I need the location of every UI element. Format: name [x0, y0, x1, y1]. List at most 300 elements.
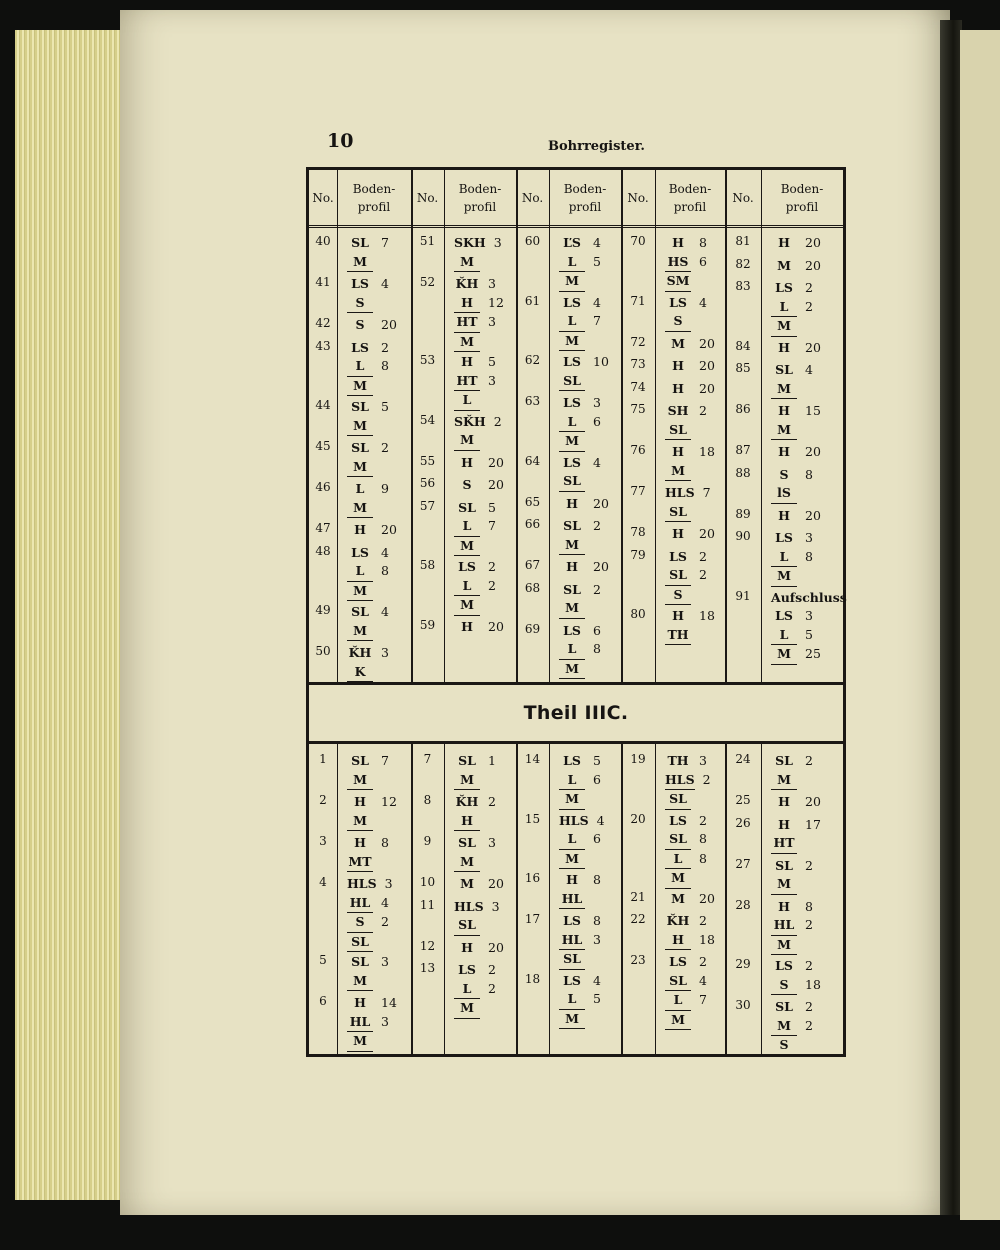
layer-code: H	[454, 812, 480, 832]
layer-code: SL	[775, 999, 793, 1014]
layer-code: M	[559, 432, 585, 452]
profile-layer	[771, 1017, 813, 1037]
profile-layer	[771, 645, 847, 665]
part2-entry-no: 18	[524, 971, 541, 986]
profile-layer	[454, 372, 496, 392]
header-profil-line: profil	[357, 200, 391, 214]
part2-entry-no: 11	[419, 897, 436, 912]
part1-entry-no: 57	[419, 498, 436, 513]
part2-entry-no: 26	[735, 815, 751, 830]
layer-depth: 18	[805, 976, 821, 992]
layer-code: H	[461, 939, 473, 955]
header-bodenprofil	[444, 171, 516, 225]
profile-layer	[347, 275, 389, 294]
layer-depth: 3	[593, 395, 601, 410]
part1-entry-no: 66	[524, 517, 541, 531]
profile-layer	[771, 998, 813, 1017]
layer-code: SL	[665, 830, 691, 850]
column-rule	[444, 170, 445, 682]
profile-layer	[771, 898, 813, 917]
profile-layer	[771, 1036, 813, 1056]
profile-layer	[771, 298, 813, 318]
profile-layer	[559, 890, 601, 910]
layer-code: LS	[458, 559, 476, 574]
layer-depth: 4	[593, 294, 601, 310]
layer-code: H	[566, 559, 578, 574]
profile-layer	[665, 972, 707, 992]
layer-code: M	[771, 875, 797, 895]
layer-code: L	[454, 980, 480, 1000]
header-profil-line: profil	[568, 200, 602, 214]
part1-bodenprofil-cell	[454, 454, 504, 473]
part2-bodenprofil-cell	[665, 752, 711, 810]
layer-depth: 20	[805, 339, 821, 355]
part1-bodenprofil-cell	[347, 544, 389, 602]
layer-code: HLS	[665, 485, 695, 500]
profile-layer	[454, 752, 496, 771]
layer-depth: 5	[381, 399, 389, 414]
layer-code: M	[771, 771, 797, 791]
part1-bodenprofil-cell	[347, 234, 389, 272]
layer-depth: 20	[488, 454, 504, 470]
column-rule	[655, 170, 656, 682]
layer-code: H	[778, 444, 790, 459]
part2-bodenprofil-cell	[347, 875, 393, 952]
profile-layer	[665, 312, 707, 332]
part1-entry-no: 70	[630, 234, 646, 248]
part1-entry-no: 86	[735, 402, 751, 416]
profile-layer	[771, 529, 813, 548]
layer-depth: 7	[699, 992, 707, 1007]
part2-entry-no: 4	[319, 875, 327, 889]
profile-layer	[771, 257, 821, 276]
part2-entry-no: 19	[630, 752, 646, 766]
part2-entry-no: 16	[524, 871, 541, 885]
layer-code: SM	[665, 272, 691, 292]
layer-depth: 8	[699, 235, 707, 250]
profile-layer	[665, 771, 711, 791]
layer-code: H	[672, 380, 684, 396]
part1-entry-no: 42	[315, 316, 331, 330]
layer-depth: 18	[699, 444, 715, 459]
part1-bodenprofil-cell	[559, 495, 609, 514]
layer-code: L	[771, 626, 797, 646]
layer-code: L	[559, 640, 585, 660]
profile-layer	[559, 294, 601, 313]
profile-layer	[347, 913, 393, 933]
layer-code: M	[559, 850, 585, 870]
layer-depth: 6	[593, 831, 601, 846]
page-number: 10	[327, 130, 354, 152]
layer-depth: 4	[593, 454, 601, 470]
layer-depth: 20	[699, 380, 715, 396]
profile-layer	[665, 869, 707, 889]
layer-depth: 6	[699, 253, 707, 269]
layer-depth: 2	[699, 403, 707, 418]
profile-layer	[665, 931, 715, 951]
part2-entry-no: 17	[524, 912, 541, 926]
layer-code: MT	[347, 853, 373, 873]
profile-layer	[559, 581, 601, 600]
profile-layer	[559, 850, 605, 870]
profile-layer	[454, 234, 502, 253]
layer-depth: 20	[488, 876, 504, 891]
layer-code: SL	[559, 372, 585, 392]
layer-code: M	[559, 536, 585, 556]
profile-layer	[559, 353, 609, 372]
profile-layer	[665, 548, 707, 567]
part1-entry-no: 78	[630, 525, 646, 539]
part1-bodenprofil-cell	[347, 521, 397, 540]
profile-layer	[559, 871, 601, 890]
profile-layer	[347, 622, 389, 642]
profile-layer	[347, 480, 389, 499]
layer-code: HLS	[347, 876, 377, 891]
profile-layer	[559, 332, 601, 352]
layer-code: M	[671, 335, 685, 351]
profile-layer	[559, 234, 601, 253]
layer-depth: 3	[488, 372, 496, 388]
layer-code: L	[559, 253, 585, 273]
layer-depth: 2	[488, 577, 496, 593]
part1-bodenprofil-cell	[771, 443, 821, 462]
layer-depth: 2	[593, 581, 601, 597]
layer-code: M	[454, 853, 480, 873]
layer-depth: 20	[699, 890, 715, 906]
layer-code: L	[559, 312, 585, 332]
part2-entry-no: 27	[735, 856, 751, 871]
header-bodenprofil	[337, 171, 411, 225]
part2-bodenprofil-cell	[347, 752, 389, 790]
part2-entry-no: 13	[419, 961, 436, 975]
part1-bodenprofil-cell	[665, 380, 715, 399]
layer-code: M	[347, 458, 373, 478]
header-no: No.	[627, 191, 649, 205]
part1-bodenprofil-cell	[347, 439, 389, 477]
part1-bodenprofil-cell	[665, 443, 715, 481]
layer-depth: 2	[805, 753, 813, 768]
layer-code: M	[454, 431, 480, 451]
layer-depth: 4	[593, 235, 601, 250]
part2-entry-no: 2	[319, 793, 327, 807]
layer-depth: 20	[805, 235, 821, 250]
layer-depth: 12	[381, 794, 397, 809]
profile-layer	[559, 830, 605, 850]
part2-bodenprofil-cell	[559, 871, 601, 909]
layer-code: ĽS	[563, 235, 581, 250]
layer-depth: 7	[381, 235, 389, 250]
part1-bodenprofil-cell	[665, 484, 711, 522]
part2-bodenprofil-cell	[771, 898, 813, 956]
layer-code: SL	[775, 857, 793, 873]
part1-entry-no: 46	[315, 480, 331, 494]
profile-layer	[347, 972, 389, 992]
part1-entry-no: 64	[524, 453, 541, 468]
part1-bodenprofil-cell	[665, 548, 707, 606]
layer-code: M	[559, 272, 585, 292]
part1-entry-no: 91	[735, 588, 751, 603]
profile-layer	[559, 536, 601, 556]
part1-bodenprofil-cell	[665, 607, 715, 645]
header-bodenprofil	[761, 171, 843, 225]
profile-layer	[771, 421, 821, 441]
part2-entry-no: 8	[423, 793, 432, 807]
layer-depth: 3	[593, 931, 601, 947]
layer-depth: 7	[593, 313, 601, 328]
layer-depth: 10	[593, 354, 609, 369]
layer-depth: 5	[593, 253, 601, 269]
column-rule	[655, 741, 656, 1054]
layer-depth: 2	[699, 913, 707, 928]
layer-code: M	[347, 499, 373, 519]
part2-entry-no: 28	[735, 897, 751, 912]
layer-depth: 15	[805, 403, 821, 418]
part1-bodenprofil-cell	[771, 402, 821, 440]
layer-depth: 8	[381, 563, 389, 578]
part2-bodenprofil-cell	[771, 998, 813, 1056]
layer-depth: 5	[593, 991, 601, 1006]
profile-layer	[665, 503, 711, 523]
layer-code: HT	[454, 313, 480, 333]
part1-entry-no: 62	[524, 353, 541, 367]
layer-code: HS	[665, 253, 691, 273]
profile-layer	[347, 1032, 397, 1052]
profile-layer	[665, 421, 707, 441]
part2-entry-no: 20	[630, 811, 646, 826]
profile-layer	[559, 394, 601, 413]
layer-code: S	[771, 976, 797, 996]
part1-bodenprofil-cell	[347, 398, 389, 436]
layer-code: SL	[351, 235, 369, 250]
header-boden-line: Boden-	[563, 182, 607, 196]
layer-depth: 8	[699, 850, 707, 866]
part1-bodenprofil-cell	[454, 353, 496, 411]
part2-bodenprofil-cell	[559, 972, 601, 1030]
part1-bodenprofil-cell	[665, 525, 715, 544]
layer-code: SL	[351, 604, 369, 619]
part2-bodenprofil-cell	[347, 834, 389, 872]
profile-layer	[454, 771, 496, 791]
header-no: No.	[312, 191, 334, 205]
part2-entry-no: 1	[319, 752, 327, 766]
part1-entry-no: 40	[315, 234, 331, 248]
layer-depth: 3	[381, 1013, 389, 1029]
profile-layer	[347, 875, 393, 894]
part1-entry-no: 79	[630, 547, 646, 562]
layer-code: S	[355, 317, 365, 332]
layer-depth: 8	[593, 872, 601, 887]
part2-entry-no: 3	[319, 834, 327, 848]
layer-code: M	[347, 377, 373, 397]
table-header	[309, 171, 843, 228]
profile-layer	[559, 495, 609, 514]
part2-entry-no: 21	[630, 889, 646, 904]
profile-layer	[771, 567, 813, 587]
layer-code: SL	[665, 503, 691, 523]
layer-depth: 8	[699, 831, 707, 846]
part1-entry-no: 65	[524, 494, 541, 509]
layer-code: H	[566, 872, 578, 887]
part1-entry-no: 80	[630, 607, 646, 621]
part1-entry-no: 89	[735, 506, 751, 521]
part2-bodenprofil-cell	[665, 912, 715, 950]
profile-layer	[771, 957, 821, 976]
layer-code: HT	[771, 834, 797, 854]
part1-entry-no: 81	[735, 234, 751, 248]
part1-bodenprofil-cell	[454, 234, 502, 272]
layer-code: M	[347, 812, 373, 832]
part2-entry-no: 25	[735, 793, 751, 807]
layer-code: M	[771, 645, 797, 665]
part2-bodenprofil-cell	[771, 793, 821, 812]
layer-code: H	[354, 995, 366, 1010]
profile-layer	[347, 458, 389, 478]
profile-layer	[347, 316, 397, 335]
profile-layer	[454, 834, 496, 853]
part1-entry-no: 49	[315, 603, 331, 617]
layer-code: ǨH	[666, 913, 690, 928]
layer-code: L	[771, 298, 797, 318]
layer-depth: 3	[488, 835, 496, 850]
layer-depth: 2	[488, 559, 496, 574]
layer-code: L	[454, 517, 480, 537]
column-rule	[761, 170, 762, 682]
layer-code: SH	[667, 403, 689, 418]
profile-layer	[665, 812, 707, 831]
profile-layer	[665, 443, 715, 462]
layer-code: L	[454, 391, 480, 411]
layer-code: HLS	[454, 898, 484, 914]
profile-layer	[559, 812, 605, 831]
profile-layer	[665, 484, 711, 503]
part1-bodenprofil-cell	[665, 335, 715, 354]
profile-layer	[454, 313, 504, 333]
part1-entry-no: 52	[419, 275, 436, 289]
layer-depth: 4	[381, 544, 389, 560]
layer-code: SL	[563, 518, 581, 533]
layer-depth: 2	[381, 914, 389, 929]
layer-code: H	[665, 931, 691, 951]
layer-code: SL	[563, 581, 581, 597]
profile-layer	[665, 607, 715, 626]
layer-code: SL	[665, 566, 691, 586]
layer-depth: 4	[596, 812, 605, 828]
layer-code: LS	[669, 548, 687, 564]
layer-code: M	[665, 869, 691, 889]
profile-layer	[347, 377, 389, 397]
layer-depth: 4	[699, 972, 707, 988]
layer-code: LS	[351, 544, 369, 560]
part1-bodenprofil-cell	[454, 476, 504, 495]
part2-bodenprofil-cell	[559, 912, 601, 970]
layer-code: L	[347, 357, 373, 377]
layer-code: SL	[775, 753, 793, 768]
layer-depth: 2	[699, 567, 707, 582]
part1-bodenprofil-cell	[347, 480, 389, 518]
layer-code: LS	[669, 294, 687, 310]
profile-layer	[347, 398, 389, 417]
layer-depth: 2	[593, 518, 601, 533]
layer-code: LS	[563, 753, 581, 768]
part2-entry-no: 10	[419, 875, 436, 889]
layer-code: LS	[351, 339, 369, 355]
profile-layer	[454, 939, 504, 958]
layer-code: SL	[665, 790, 691, 810]
running-head: Bohrregister.	[548, 139, 645, 154]
profile-layer	[559, 472, 601, 492]
layer-depth: 4	[699, 294, 707, 310]
layer-code: SL	[454, 916, 480, 936]
layer-code: H	[461, 454, 473, 470]
profile-layer	[454, 875, 504, 894]
part2-bodenprofil-cell	[347, 953, 389, 991]
part2-entry-no: 24	[735, 752, 751, 766]
layer-code: H	[354, 835, 366, 850]
layer-code: H	[454, 294, 480, 314]
layer-depth: 20	[593, 495, 609, 511]
part2-bodenprofil-cell	[454, 961, 496, 1019]
profile-layer	[771, 793, 821, 812]
layer-code: L	[665, 991, 691, 1011]
layer-code: H	[672, 235, 684, 250]
profile-layer	[559, 912, 601, 931]
layer-code: HT	[454, 372, 480, 392]
profile-layer	[771, 443, 821, 462]
profile-layer	[454, 961, 496, 980]
profile-layer	[559, 432, 601, 452]
profile-layer	[665, 790, 711, 810]
profile-layer	[559, 272, 601, 292]
profile-layer	[347, 1013, 397, 1033]
layer-code: M	[771, 317, 797, 337]
part2-bodenprofil-cell	[454, 752, 496, 790]
layer-code: M	[671, 890, 685, 906]
profile-layer	[454, 275, 504, 294]
part1-bodenprofil-cell	[347, 603, 389, 641]
profile-layer	[559, 312, 601, 332]
profile-layer	[559, 599, 601, 619]
part2-bodenprofil-cell	[454, 898, 500, 936]
section-band	[309, 682, 843, 744]
layer-code: TH	[665, 626, 691, 646]
layer-depth: 6	[593, 771, 601, 787]
layer-code: LS	[563, 395, 581, 410]
profile-layer	[559, 558, 609, 577]
part1-entry-no: 72	[630, 334, 646, 349]
layer-depth: 4	[805, 362, 813, 377]
layer-depth: 20	[699, 526, 715, 541]
header-boden-line: Boden-	[780, 182, 824, 196]
part1-bodenprofil-cell	[771, 589, 847, 665]
layer-code: SL	[559, 950, 585, 970]
profile-layer	[771, 339, 821, 358]
layer-code: H	[778, 403, 790, 418]
profile-layer	[454, 431, 502, 451]
part1-bodenprofil-cell	[771, 234, 821, 253]
column-rule	[516, 741, 518, 1054]
profile-layer	[454, 558, 496, 577]
profile-layer	[454, 980, 496, 1000]
layer-code: L	[347, 562, 373, 582]
layer-code: HLS	[559, 812, 589, 828]
layer-code: H	[672, 608, 684, 623]
header-no: No.	[416, 191, 439, 205]
profile-layer	[454, 812, 496, 832]
layer-code: LS	[775, 608, 793, 623]
layer-code: M	[347, 253, 373, 273]
layer-code: S	[347, 913, 373, 933]
layer-code: TH	[667, 753, 689, 768]
